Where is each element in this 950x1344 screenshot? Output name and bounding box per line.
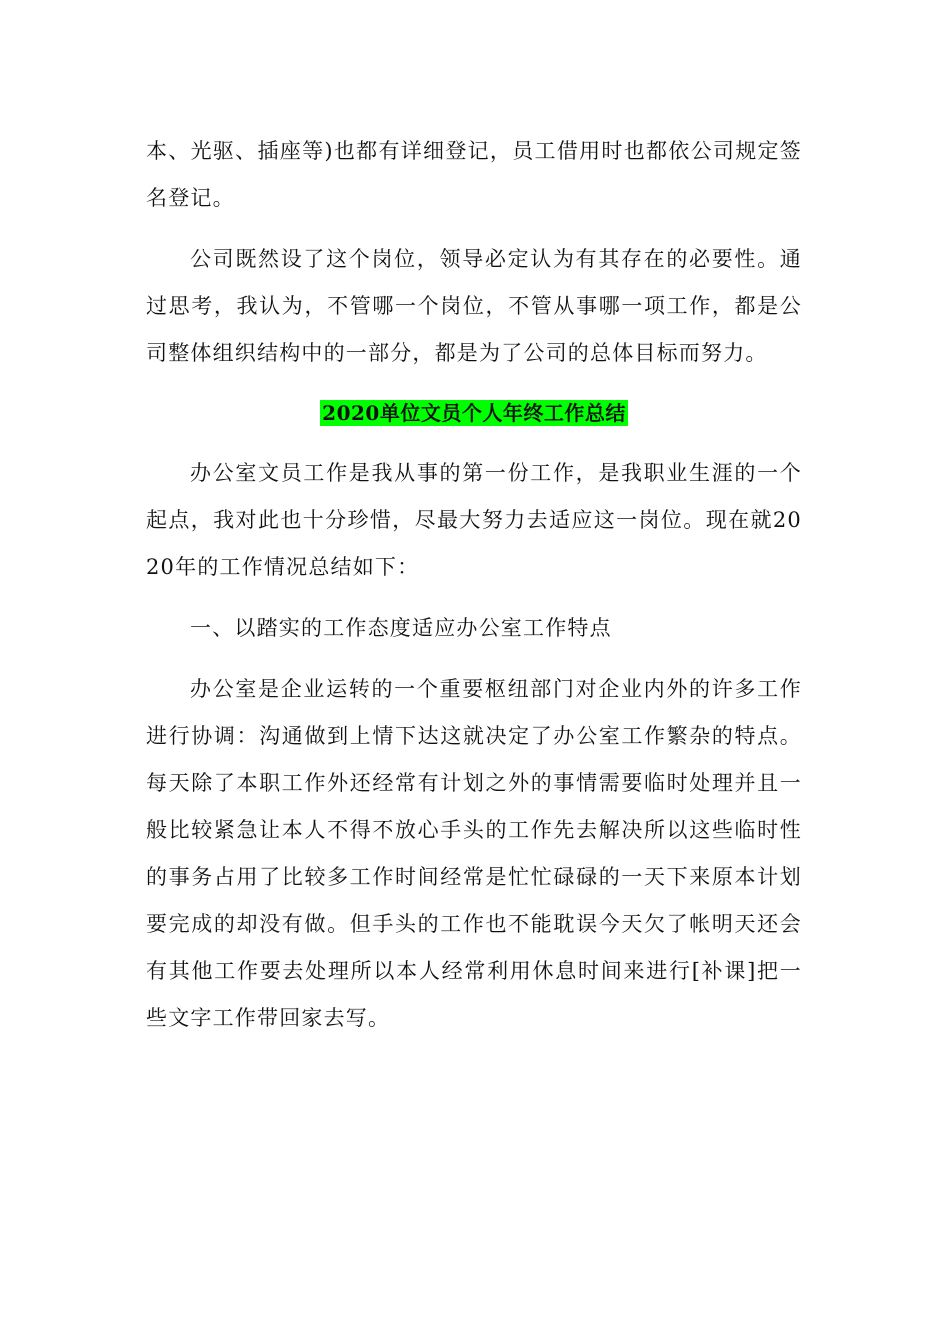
paragraph-position-necessity: 公司既然设了这个岗位，领导必定认为有其存在的必要性。通过思考，我认为，不管哪一个岗位，不管从事哪一项工作，都是公司整体组织结构中的一部分，都是为了公司的总体目标而努力。 bbox=[146, 247, 802, 365]
heading-title: 2020单位文员个人年终工作总结 bbox=[322, 401, 626, 425]
paragraph-intro: 办公室文员工作是我从事的第一份工作，是我职业生涯的一个起点，我对此也十分珍惜，尽最大努力去适应这一岗位。现在就2020年的工作情况总结如下： bbox=[146, 461, 802, 579]
paragraph-continuation: 本、光驱、插座等)也都有详细登记，员工借用时也都依公司规定签名登记。 bbox=[146, 139, 802, 210]
document-body bbox=[146, 128, 802, 1056]
subheading-section-one: 一、以踏实的工作态度适应办公室工作特点 bbox=[190, 616, 612, 640]
section-heading bbox=[146, 391, 802, 438]
paragraph-office-work: 办公室是企业运转的一个重要枢纽部门对企业内外的许多工作进行协调：沟通做到上情下达这就决定了办公室工作繁杂的特点。每天除了本职工作外还经常有计划之外的事情需要临时处理并且一般比较紧急让本人不得不放心手头的工作先去解决所以这些临时性的事务占用了比较多工作时间经常是忙忙碌碌的一天下来原本计划要完成的却没有做。但手头的工作也不能耽误今天欠了帐明天还会有其他工作要去处理所以本人经常利用休息时间来进行[补课]把一些文字工作带回家去写。 bbox=[146, 677, 802, 1030]
